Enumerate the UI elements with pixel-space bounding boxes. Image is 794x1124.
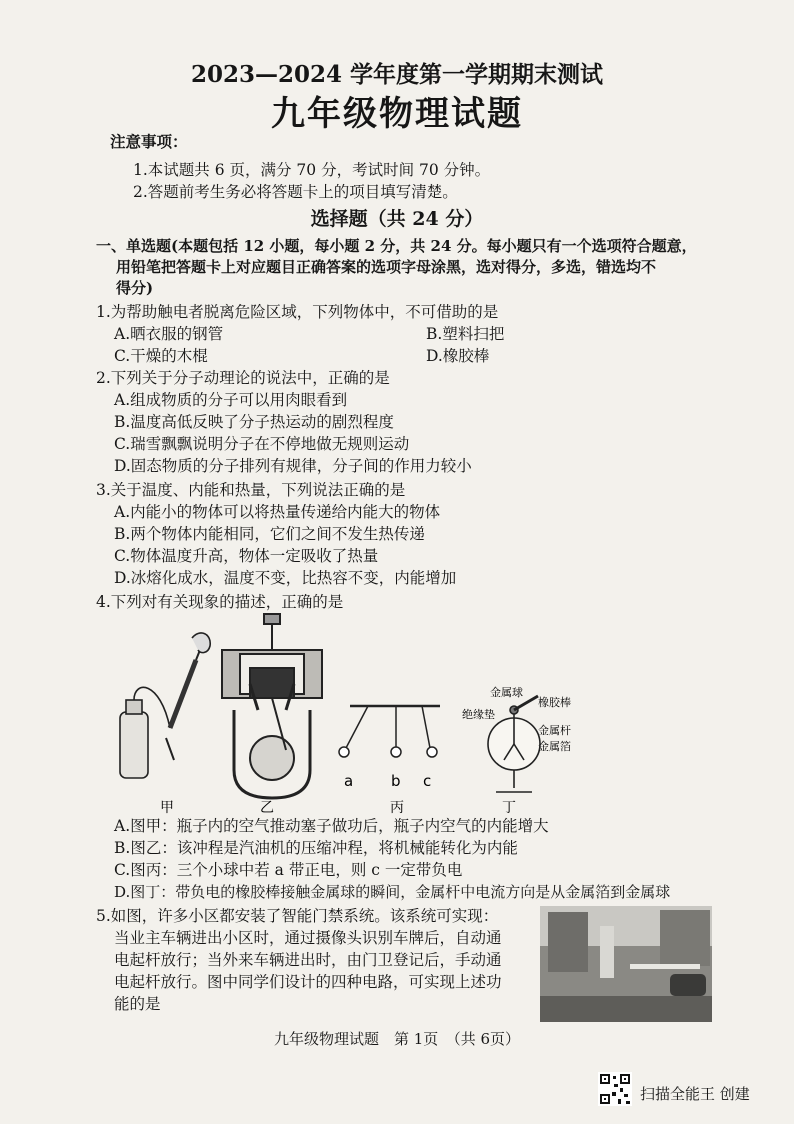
notes-item-2: 2.答题前考生务必将答题卡上的项目填写清楚。 bbox=[133, 183, 458, 201]
q3-option-c: C.物体温度升高，物体一定吸收了热量 bbox=[114, 547, 379, 565]
label-metal-rod: 金属杆 bbox=[538, 724, 571, 737]
q2-stem: 2.下列关于分子动理论的说法中，正确的是 bbox=[96, 369, 390, 387]
q3-option-d: D.冰熔化成水，温度不变，比热容不变，内能增加 bbox=[114, 569, 457, 587]
q5-gate-photo bbox=[540, 906, 712, 1022]
q3-stem: 3.关于温度、内能和热量，下列说法正确的是 bbox=[96, 481, 406, 499]
q1-option-d: D.橡胶棒 bbox=[426, 347, 490, 365]
page-footer: 九年级物理试题 第 1页 （共 6页） bbox=[273, 1030, 521, 1048]
q2-option-d: D.固态物质的分子排列有规律，分子间的作用力较小 bbox=[114, 457, 472, 475]
exam-year-title: 2023—2024 学年度第一学期期末测试 bbox=[190, 61, 604, 88]
q1-option-c: C.干燥的木棍 bbox=[114, 347, 208, 365]
q2-option-a: A.组成物质的分子可以用肉眼看到 bbox=[114, 391, 348, 409]
q5-line-4: 电起杆放行。图中同学们设计的四种电路，可实现上述功 bbox=[114, 973, 502, 991]
q3-option-b: B.两个物体内能相同，它们之间不发生热传递 bbox=[114, 525, 425, 543]
q4-option-b: B.图乙：该冲程是汽油机的压缩冲程，将机械能转化为内能 bbox=[114, 839, 518, 857]
qr-code-icon bbox=[598, 1072, 632, 1106]
q1-option-b: B.塑料扫把 bbox=[426, 325, 505, 343]
q4-option-a: A.图甲：瓶子内的空气推动塞子做功后，瓶子内空气的内能增大 bbox=[114, 817, 549, 835]
section-title: 选择题（共 24 分） bbox=[310, 208, 484, 230]
q1-option-a: A.晒衣服的钢管 bbox=[114, 325, 224, 343]
figure-label-ding: 丁 bbox=[502, 800, 516, 816]
ball-label-a: a bbox=[344, 772, 354, 790]
q5-line-5: 能的是 bbox=[114, 995, 161, 1013]
q2-option-b: B.温度高低反映了分子热运动的剧烈程度 bbox=[114, 413, 394, 431]
ball-label-b: b bbox=[391, 772, 401, 790]
figure-yi-engine bbox=[222, 614, 322, 798]
figure-label-jia: 甲 bbox=[160, 800, 174, 816]
notes-item-1: 1.本试题共 6 页，满分 70 分，考试时间 70 分钟。 bbox=[133, 161, 491, 179]
q4-stem: 4.下列对有关现象的描述，正确的是 bbox=[96, 593, 344, 611]
q1-stem: 1.为帮助触电者脱离危险区域，下列物体中，不可借助的是 bbox=[96, 303, 499, 321]
label-rubber-rod: 橡胶棒 bbox=[538, 696, 571, 709]
label-insulating-pad: 绝缘垫 bbox=[462, 708, 495, 721]
figure-ding-electroscope bbox=[488, 696, 540, 792]
q4-option-d: D.图丁：带负电的橡胶棒接触金属球的瞬间，金属杆中电流方向是从金属箔到金属球 bbox=[114, 883, 671, 901]
q4-figures bbox=[100, 610, 740, 818]
part1-line-1: 一、单选题(本题包括 12 小题，每小题 2 分，共 24 分。每小题只有一个选项符合题意， bbox=[96, 237, 697, 255]
q5-line-1: 5.如图，许多小区都安装了智能门禁系统。该系统可实现： bbox=[96, 907, 499, 925]
scanner-brand: 扫描全能王 创建 bbox=[640, 1085, 750, 1103]
exam-subject-title: 九年级物理试题 bbox=[271, 94, 523, 134]
label-metal-ball: 金属球 bbox=[490, 686, 523, 699]
figure-jia-bottle-pump bbox=[120, 633, 210, 778]
label-metal-foil: 金属箔 bbox=[538, 740, 571, 753]
part1-line-3: 得分) bbox=[116, 279, 154, 297]
figure-label-bing: 丙 bbox=[390, 800, 404, 816]
ball-label-c: c bbox=[423, 772, 432, 790]
q4-option-c: C.图丙：三个小球中若 a 带正电，则 c 一定带负电 bbox=[114, 861, 463, 879]
figure-bing-balls bbox=[339, 706, 440, 757]
q3-option-a: A.内能小的物体可以将热量传递给内能大的物体 bbox=[114, 503, 441, 521]
notes-heading: 注意事项： bbox=[110, 132, 188, 151]
part1-line-2: 用铅笔把答题卡上对应题目正确答案的选项字母涂黑，选对得分，多选，错选均不 bbox=[116, 258, 657, 276]
figure-label-yi: 乙 bbox=[260, 800, 274, 816]
q5-line-2: 当业主车辆进出小区时，通过摄像头识别车牌后，自动通 bbox=[114, 929, 502, 947]
q2-option-c: C.瑞雪飘飘说明分子在不停地做无规则运动 bbox=[114, 435, 410, 453]
q5-line-3: 电起杆放行；当外来车辆进出时，由门卫登记后，手动通 bbox=[114, 951, 502, 969]
